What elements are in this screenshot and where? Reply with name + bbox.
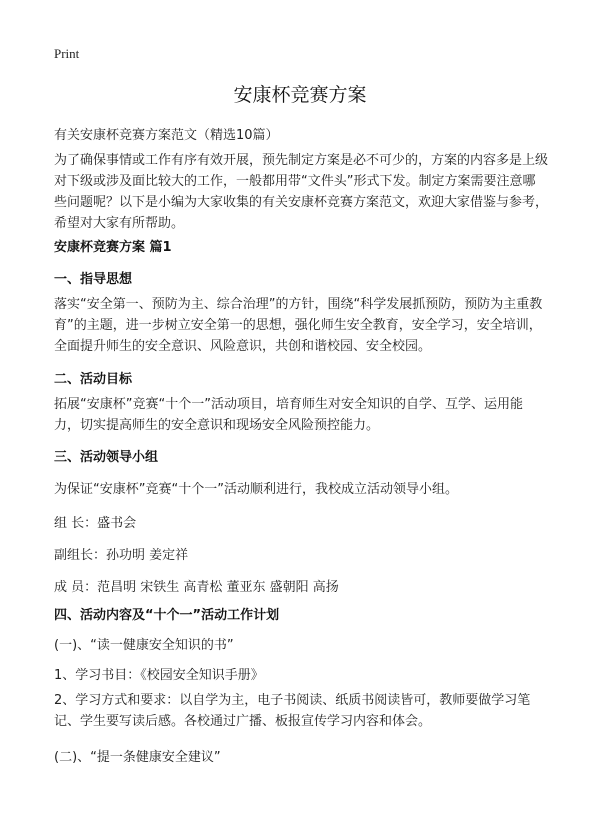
item1-title: (一)、“读一健康安全知识的书” xyxy=(54,638,234,653)
item1-method: 2、学习方式和要求：以自学为主，电子书阅读、纸质书阅读皆可，教师要做学习笔记、学生要写读后感。各校通过广播、板报宣传学习内容和体会。 xyxy=(54,693,531,729)
section3-heading: 三、活动领导小组 xyxy=(54,450,159,465)
section2-body: 拓展“安康杯”竞赛“十个一”活动项目，培育师生对安全知识的自学、互学、运用能力，切实提高师生的安全意识和现场安全风险预控能力。 xyxy=(54,397,523,433)
item1-book: 1、学习书目：《校园安全知识手册》 xyxy=(54,668,264,683)
section1-body: 落实“安全第一、预防为主、综合治理”的方针，围绕“科学发展抓预防，预防为主重教育”的主题，进一步树立安全第一的思想，强化师生安全教育，安全学习，安全培训，全面提升师生的安全意识、风险意识，共创和谐校园、安全校园。 xyxy=(54,297,543,354)
section2-heading: 二、活动目标 xyxy=(54,372,133,387)
intro-paragraph: 为了确保事情或工作有序有效开展，预先制定方案是必不可少的，方案的内容多是上级对下级或涉及面比较大的工作，一般都用带“文件头”形式下发。制定方案需要注意哪些问题呢？以下是小编为大家收集的有关安康杯竞赛方案范文，欢迎大家借鉴与参考，希望对大家有所帮助。 xyxy=(54,153,549,231)
deputy-line: 副组长：孙功明 姜定祥 xyxy=(54,548,189,563)
section1-heading: 一、指导思想 xyxy=(54,272,133,287)
subtitle: 有关安康杯竞赛方案范文（精选10篇） xyxy=(54,128,279,143)
section3-body: 为保证“安康杯”竞赛“十个一”活动顺利进行，我校成立活动领导小组。 xyxy=(54,482,458,497)
part-title: 安康杯竞赛方案 篇1 xyxy=(54,240,172,255)
section4-heading: 四、活动内容及“十个一”活动工作计划 xyxy=(54,608,280,623)
item2-title: (二)、“提一条健康安全建议” xyxy=(54,750,221,765)
print-link[interactable]: Print xyxy=(54,46,80,61)
page-title: 安康杯竞赛方案 xyxy=(233,84,367,106)
leader-line: 组 长：盛书会 xyxy=(54,516,137,531)
members-line: 成 员：范昌明 宋铁生 高青松 董亚东 盛朝阳 高扬 xyxy=(54,580,339,595)
